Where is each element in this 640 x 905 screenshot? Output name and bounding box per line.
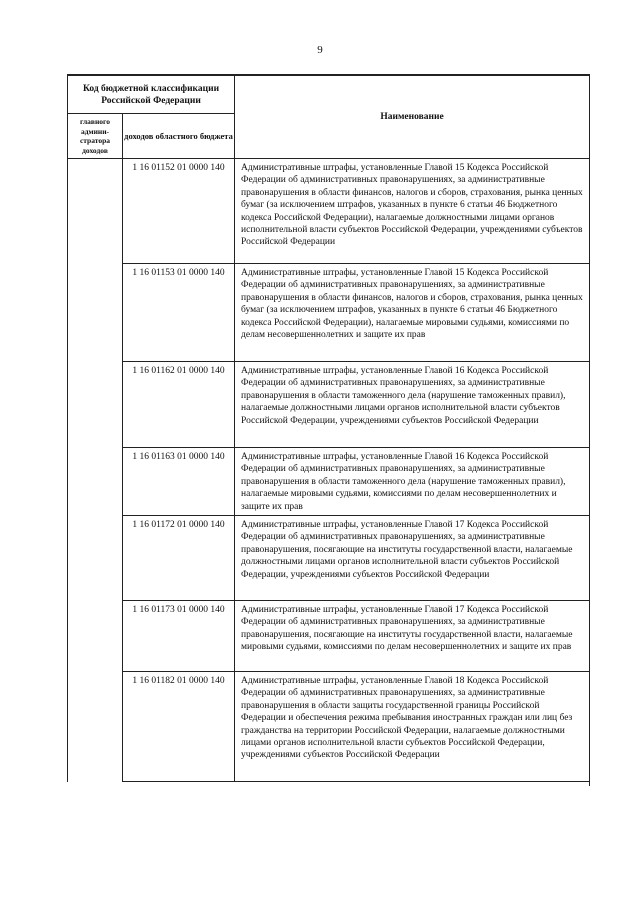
- admin-cell: [68, 601, 123, 672]
- code-cell: 1 16 01153 01 0000 140: [123, 264, 235, 362]
- table-row: [68, 516, 590, 601]
- admin-cell: [68, 672, 123, 782]
- budget-classification-table: [67, 74, 590, 786]
- name-cell: Административные штрафы, установленные Главой 17 Кодекса Российской Федерации об административных правонарушениях, за административные правонарушения, посягающие на институты государственной власти, налагаемые должностными лицами органов исполнительной власти субъектов Российской Федерации, учреждениями субъектов Российской Федерации: [235, 516, 590, 601]
- code-cell: 1 16 01173 01 0000 140: [123, 601, 235, 672]
- table-row: [68, 159, 590, 264]
- header-name: Наименование: [235, 76, 590, 159]
- code-cell: 1 16 01152 01 0000 140: [123, 159, 235, 264]
- name-cell: Административные штрафы, установленные Главой 18 Кодекса Российской Федерации об административных правонарушениях, за административные правонарушения в области защиты государственной границы Российской Федерации и обеспечения режима пребывания иностранных граждан или лиц без гражданства на территории Российской Федерации, налагаемые должностными лицами органов исполнительной власти субъектов Российской Федерации, учреждениями субъектов Российской Федерации: [235, 672, 590, 782]
- code-cell: 1 16 01172 01 0000 140: [123, 516, 235, 601]
- name-cell: Административные штрафы, установленные Главой 17 Кодекса Российской Федерации об административных правонарушениях, за административные правонарушения, посягающие на институты государственной власти, налагаемые мировыми судьями, комиссиями по делам несовершеннолетних и защите их прав: [235, 601, 590, 672]
- table-row: [68, 601, 590, 672]
- code-cell: 1 16 01163 01 0000 140: [123, 448, 235, 516]
- code-cell: 1 16 01162 01 0000 140: [123, 362, 235, 448]
- admin-cell: [68, 264, 123, 362]
- admin-cell: [68, 516, 123, 601]
- header-revenue: доходов областного бюджета: [123, 114, 235, 159]
- table-row: [68, 448, 590, 516]
- header-admin: главного админи-стратора доходов: [68, 114, 123, 159]
- admin-cell: [68, 448, 123, 516]
- name-cell: Административные штрафы, установленные Главой 15 Кодекса Российской Федерации об административных правонарушениях, за административные правонарушения в области финансов, налогов и сборов, страхования, рынка ценных бумаг (за исключением штрафов, указанных в пункте 6 статьи 46 Бюджетного кодекса Российской Федерации), налагаемые должностными лицами органов исполнительной власти субъектов Российской Федерации, учреждениями субъектов Российской Федерации: [235, 159, 590, 264]
- table-row: [68, 362, 590, 448]
- header-code-group: Код бюджетной классификации Российской Федерации: [68, 76, 235, 114]
- name-cell: Административные штрафы, установленные Главой 15 Кодекса Российской Федерации об административных правонарушениях, за административные правонарушения в области финансов, налогов и сборов, страхования, рынка ценных бумаг (за исключением штрафов, указанных в пункте 6 статьи 46 Бюджетного кодекса Российской Федерации), налагаемые мировыми судьями, комиссиями по делам несовершеннолетних и защите их прав: [235, 264, 590, 362]
- admin-cell: [68, 159, 123, 264]
- code-cell: 1 16 01182 01 0000 140: [123, 672, 235, 782]
- page-number: 9: [317, 44, 323, 56]
- name-cell: Административные штрафы, установленные Главой 16 Кодекса Российской Федерации об административных правонарушениях, за административные правонарушения в области таможенного дела (нарушение таможенных правил), налагаемые должностными лицами органов исполнительной власти субъектов Российской Федерации, учреждениями субъектов Российской Федерации: [235, 362, 590, 448]
- admin-cell: [68, 362, 123, 448]
- table-row: [68, 264, 590, 362]
- name-cell: Административные штрафы, установленные Главой 16 Кодекса Российской Федерации об административных правонарушениях, за административные правонарушения в области таможенного дела (нарушение таможенных правил), налагаемые мировыми судьями, комиссиями по делам несовершеннолетних и защите их прав: [235, 448, 590, 516]
- table-row: [68, 672, 590, 782]
